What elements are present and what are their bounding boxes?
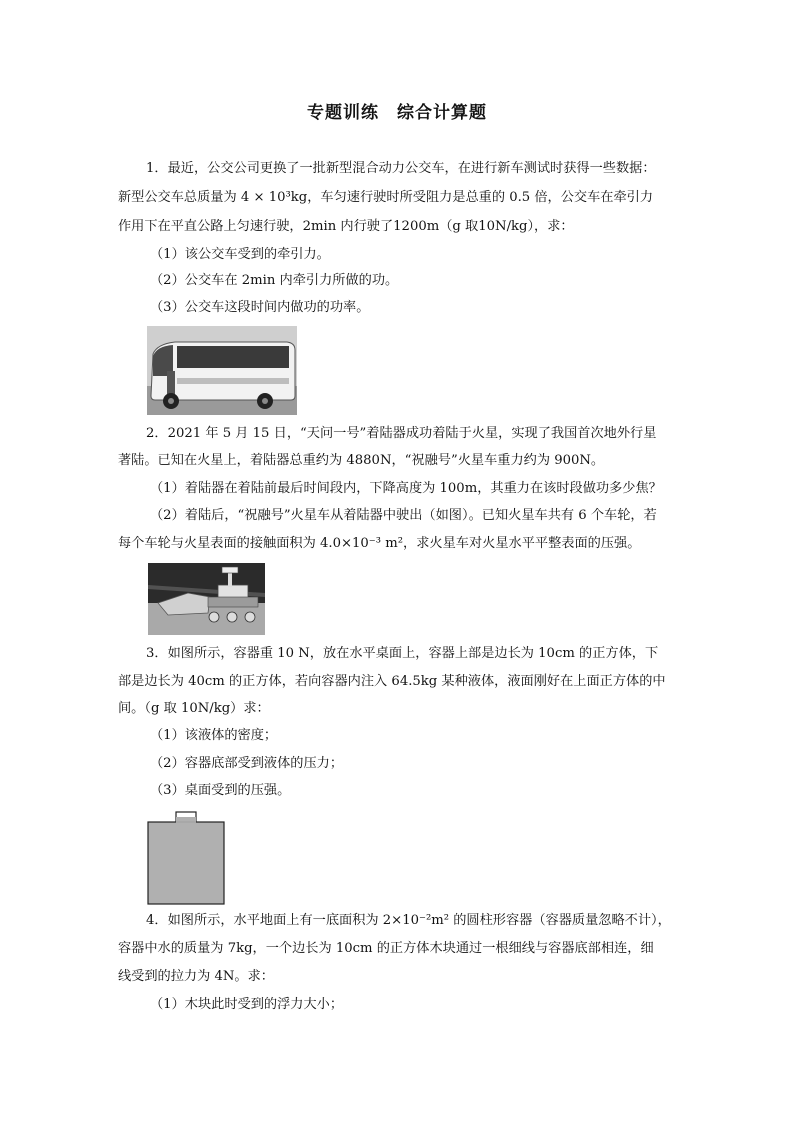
q1-sub-2: （2）公交车在 2min 内牵引力所做的功。	[150, 273, 399, 288]
q2-sub-1: （1）着陆器在着陆前最后时间段内，下降高度为 100m，其重力在该时段做功多少焦？	[150, 481, 662, 496]
q1-line-1: 1．最近，公交公司更换了一批新型混合动力公交车，在进行新车测试时获得一些数据：	[146, 161, 656, 176]
q4-line-1: 4．如图所示，水平地面上有一底面积为 2×10⁻²m² 的圆柱形容器（容器质量忽略不计），	[146, 913, 671, 928]
q2-sub-2a: （2）着陆后，“祝融号”火星车从着陆器中驶出（如图）。已知火星车共有 6 个车轮，若	[150, 508, 657, 523]
q1-line-2: 新型公交车总质量为 4 × 10³kg，车匀速行驶时所受阻力是总重的 0.5 倍，公交车在牵引力	[118, 190, 654, 205]
q2-sub-2b: 每个车轮与火星表面的接触面积为 4.0×10⁻³ m²，求火星车对火星水平平整表面的压强。	[118, 536, 641, 551]
page-title: 专题训练 综合计算题	[307, 103, 487, 123]
q3-sub-2: （2）容器底部受到液体的压力；	[150, 756, 344, 771]
bus-photo	[147, 326, 297, 415]
q1-sub-1: （1）该公交车受到的牵引力。	[150, 247, 330, 262]
q1-sub-3: （3）公交车这段时间内做功的功率。	[150, 300, 370, 315]
q3-sub-1: （1）该液体的密度；	[150, 728, 278, 743]
q3-sub-3: （3）桌面受到的压强。	[150, 783, 291, 798]
q3-line-1: 3．如图所示，容器重 10 N，放在水平桌面上，容器上部是边长为 10cm 的正方体，下	[146, 646, 659, 661]
container-diagram	[146, 806, 226, 906]
q2-line-1: 2．2021 年 5 月 15 日，“天问一号”着陆器成功着陆于火星，实现了我国首次地外行星	[146, 426, 657, 441]
mars-rover-photo	[148, 563, 265, 635]
q2-line-2: 著陆。已知在火星上，着陆器总重约为 4880N，“祝融号”火星车重力约为 900N。	[118, 453, 605, 468]
q3-line-3: 间。（g 取 10N/kg）求：	[118, 701, 270, 716]
q1-line-3: 作用下在平直公路上匀速行驶，2min 内行驶了1200m（g 取10N/kg），求：	[118, 219, 574, 234]
q4-sub-1: （1）木块此时受到的浮力大小；	[150, 997, 344, 1012]
q4-line-2: 容器中水的质量为 7kg，一个边长为 10cm 的正方体木块通过一根细线与容器底部相连，细	[118, 941, 654, 956]
q4-line-3: 线受到的拉力为 4N。求：	[118, 969, 274, 984]
q3-line-2: 部是边长为 40cm 的正方体，若向容器内注入 64.5kg 某种液体，液面刚好在上面正方体的中	[118, 674, 666, 689]
